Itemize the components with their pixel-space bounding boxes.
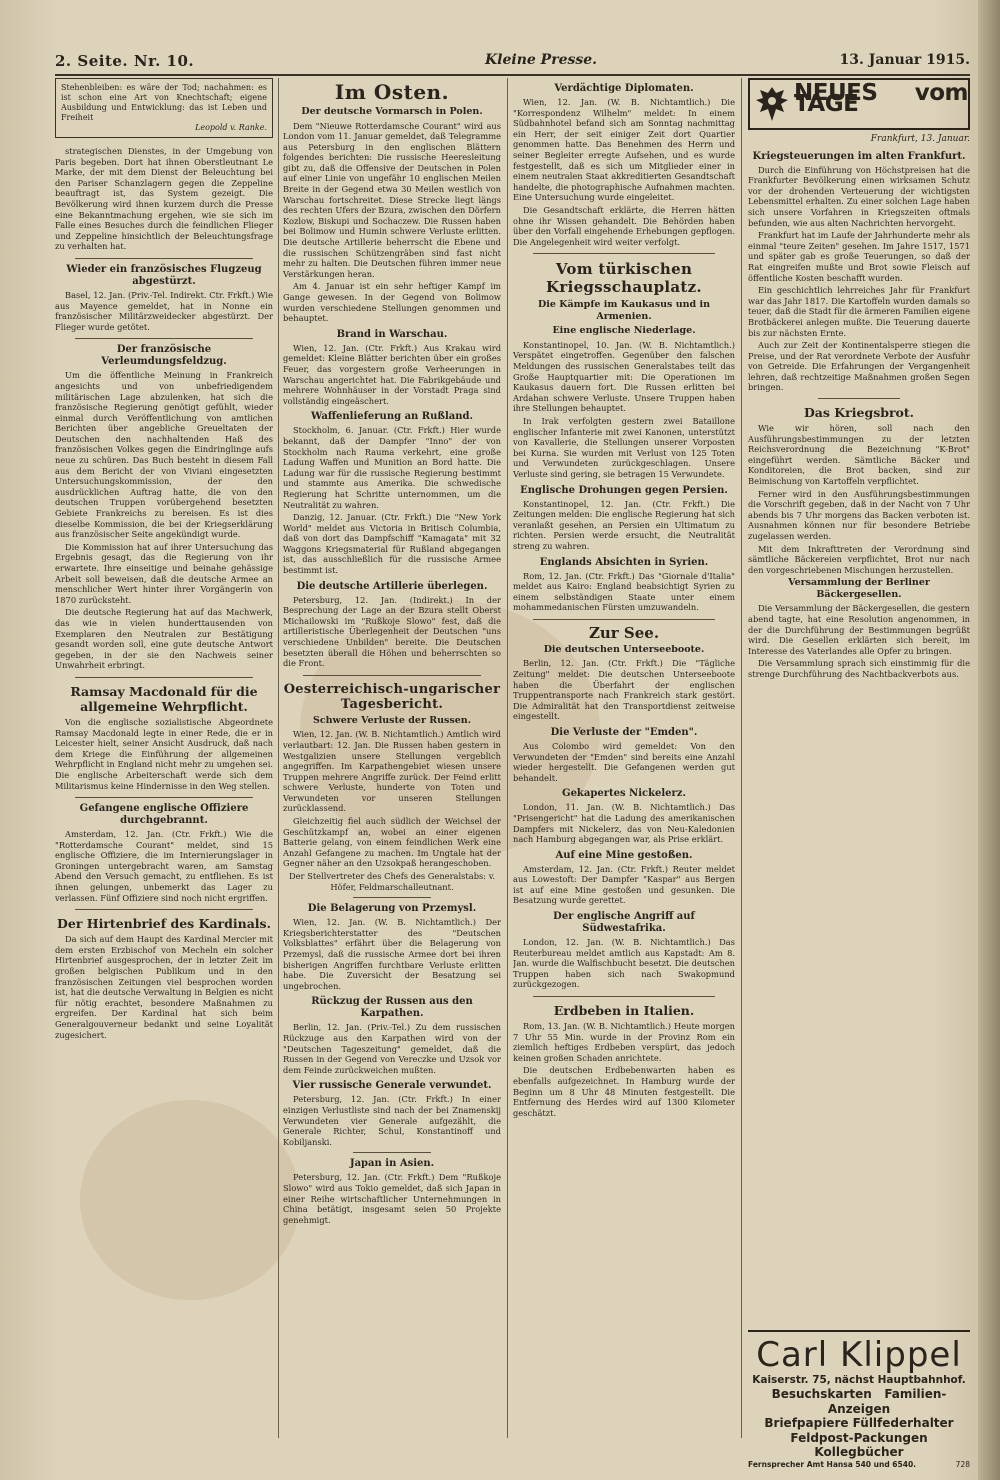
divider	[353, 897, 431, 898]
column-1	[55, 78, 273, 1438]
headline: Verdächtige Diplomaten.	[554, 83, 694, 94]
article-text: Die Versammlung der Bäckergesellen, die gestern abend tagte, hat eine Resolution angenommen, in der die Durchführung der Bestimmungen begrüßt wird. Die Gesellen erklärten sich bereit, im Interesse des Vaterlandes alle Opfer zu bringen.	[748, 603, 970, 656]
headline: Englands Absichten in Syrien.	[539, 556, 709, 568]
article-text: Die deutschen Erdbebenwarten haben es ebenfalls aufgezeichnet. In Hamburg wurde der Beginn um 8 Uhr 48 Minuten festgestellt. Die Entfernung des Herdes wird auf 1300 Kilometer geschätzt.	[513, 1065, 735, 1118]
article-text: Da sich auf dem Haupt des Kardinal Mercier mit dem ersten Erzbischof von Mecheln ein solcher Hirtenbrief ausgesprochen, der in letzter Zeit im großen belgischen Publikum und in den französischen Zeitungen viel besprochen worden ist, hat die deutsche Verwaltung in Belgien es nicht für nötig erachtet, besondere Maßnahmen zu ergreifen. Der Kardinal hat sich beim Generalgouverneur bedankt und seine Loyalität zugesichert.	[55, 934, 273, 1040]
headline: Oesterreichisch-ungarischer Tagesbericht.	[283, 681, 501, 712]
ad-code: 728	[955, 1459, 970, 1469]
ad-company-name: Carl Klippel	[756, 1335, 962, 1375]
article-text: Wien, 12. Jan. (W. B. Nichtamtlich.) Die "Korrespondenz Wilhelm" meldet: In einem Südbahnhotel befand sich am Sonntag nachmittag ein Herr, der seit einiger Zeit dort Quartier genommen hatte. Das Benehmen des Herrn und seiner Begleiter erregte Aufsehen, und es wurde festgestellt, daß es sich um Mitglieder einer in einem neutralen Staat akkreditierten Gesandtschaft handelte, die photographische Aufnahmen machten. Eine Untersuchung wurde eingeleitet.	[513, 97, 735, 203]
article-text: Wien, 12. Jan. (W. B. Nichtamtlich.) Der Kriegsberichterstatter des "Deutschen Volksblattes" erfährt über die Belagerung von Przemysl, daß die russische Armee dort bei ihren bisherigen Angriffen furchtbare Verluste erlitten habe. Die Zuversicht der Besatzung sei ungebrochen.	[283, 917, 501, 991]
headline: Erdbeben in Italien.	[553, 1003, 695, 1019]
paper-title: Kleine Presse.	[485, 52, 598, 68]
article-text: London, 12. Jan. (W. B. Nichtamtlich.) Das Reuterbureau meldet amtlich aus Kapstadt: Am 8. Jan. wurde die Walfischbucht besetzt. Die deutschen Truppen haben sich nach Swakopmund zurückgezogen.	[513, 937, 735, 990]
ad-line: Feldpost-Packungen Kollegbücher	[790, 1430, 928, 1459]
article-text: Wie wir hören, soll nach den Ausführungsbestimmungen zu der letzten Reichsverordnung die Bezeichnung "K-Brot" eingeführt werden. Sämtliche Bäcker und Konditoreien, die Brot backen, sind zur Beimischung von Kartoffeln verpflichtet.	[748, 423, 970, 487]
article-text: Dem "Nieuwe Rotterdamsche Courant" wird aus London vom 11. Januar gemeldet, daß Telegramme aus Petersburg in den englischen Blättern folgendes berichten: Die russische Heeresleitung gibt zu, daß die Offensive der Deutschen in Polen auf einer Linie von ungefähr 10 englischen Meilen Breite in der Gegend etwa 30 Meilen westlich von Warschau fortschreitet. Diese Strecke liegt längs des rechten Ufers der Bzura, zwischen den Dörfern Kozlow, Biskupi und Sochaczew. Die Russen haben bei Bolimow und Humin schwere Verluste erlitten. Die deutsche Artillerie beherrscht die Ebene und die russischen Schützengräben sind fast nicht mehr zu halten. Die Deutschen führen immer neue Verstärkungen heran.	[283, 120, 501, 279]
ad-line: Briefpapiere Füllfederhalter	[764, 1416, 954, 1430]
quote-author: Leopold v. Ranke.	[195, 123, 267, 132]
article-text: Um die öffentliche Meinung in Frankreich angesichts und von unbefriedigendem militärischen Lage abzulenken, hat sich die französische Regierung genötigt gefühlt, wieder einmal durch Veröffentlichung von amtlichen Berichten über angebliche Greueltaten der Deutschen den nachhaltenden Haß des französischen Volkes gegen die Eindringlinge aufs neue zu schüren. Das Buch besteht in diesem Fall aus dem Bericht der von Viviani eingesetzten Untersuchungskommission, der den ausdrücklichen Auftrag hatte, die von den deutschen Truppen vorübergehend besetzten Gebiete Frankreichs zu bereisen. Es ist dies dieselbe Kommission, die bei der Kriegserklärung aus französischer Seite angekündigt wurde.	[55, 370, 273, 540]
article-text: Danzig, 12. Januar. (Ctr. Frkft.) Die "New York World" meldet aus Victoria in Britisch Columbia, daß von dort das Dampfschiff "Kamagata" mit 32 Waggons Kriegsmaterial für Rußland abgegangen ist, das ausschließlich für die russische Armee bestimmt ist.	[283, 512, 501, 576]
article-text: strategischen Dienstes, in der Umgebung von Paris begeben. Dort hat ihnen Oberstleutnant Le Marke, der mit dem Dienst der Beleuchtung bei den Pariser Schanzlagern gegen die Zeppeline beauftragt ist, das System gezeigt. Die Bevölkerung wird ihnen kurzem durch die Presse eine Bekanntmachung ergehen, wie sie sich im Falle eines Besuches durch die feindlichen Flieger und Zeppeline hinsichtlich der Beleuchtungsfrage zu verhalten hat.	[55, 146, 273, 252]
divider	[818, 398, 900, 399]
ad-phone-text: Fernsprecher Amt Hansa 540 und 6540.	[748, 1459, 917, 1469]
divider	[533, 996, 715, 997]
article-text: Amsterdam, 12. Jan. (Ctr. Frkft.) Wie die "Rotterdamsche Courant" meldet, sind 15 englische Offiziere, die im Internierungslager in Groningen untergebracht waren, am Samstag Abend den Versuch gemacht, zu entfliehen. Es ist ihnen gelungen, unbemerkt das Lager zu verlassen. Fünf Offiziere sind noch nicht ergriffen.	[55, 829, 273, 903]
headline: Die Belagerung von Przemysl.	[307, 903, 477, 915]
headline: Der französische Verleumdungsfeldzug.	[101, 344, 227, 368]
article-text: Basel, 12. Jan. (Priv.-Tel. Indirekt. Ctr. Frkft.) Wie aus Mayence gemeldet, hat in Nonne ein französischer Militärzweidecker abgestürzt. Der Flieger wurde getötet.	[55, 289, 273, 332]
divider	[75, 677, 253, 678]
page-header	[55, 52, 970, 76]
page-number: 2. Seite. Nr. 10.	[55, 52, 195, 70]
headline: Ramsay Macdonald für die allgemeine Wehrpflicht.	[70, 683, 258, 714]
ad-item: Familien-Anzeigen	[827, 1387, 947, 1416]
article-text: Frankfurt hat im Laufe der Jahrhunderte mehr als einmal "teure Zeiten" gesehen. Im Jahre 1517, 1571 und später gab es große Teuerungen, so daß der Rat eingreifen mußte und Brot sowie Fleisch auf öffentliche Kosten beschafft wurden.	[748, 230, 970, 283]
article-text: Petersburg, 12. Jan. (Ctr. Frkft.) Dem "Rußkoje Slowo" wird aus Tokio gemeldet, daß sich Japan in einer Reihe wirtschaftlicher Unternehmungen in China betätigt, insgesamt seien 50 Projekte genehmigt.	[283, 1172, 501, 1225]
article-text: Mit dem Inkrafttreten der Verordnung sind sämtliche Bäckereien verpflichtet, Brot nur nach den vorgeschriebenen Mischungen herzustellen.	[748, 543, 970, 575]
headline: Die deutsche Artillerie überlegen.	[296, 580, 488, 592]
article-text: Rom, 13. Jan. (W. B. Nichtamtlich.) Heute morgen 7 Uhr 55 Min. wurde in der Provinz Rom ein ziemlich heftiges Erdbeben verspürt, das jedoch keinen großen Schaden anrichtete.	[513, 1021, 735, 1063]
divider	[353, 1152, 431, 1153]
headline: Der englische Angriff auf Südwestafrika.	[553, 911, 695, 935]
article-text: Gleichzeitig fiel auch südlich der Weichsel der Geschützkampf an, wobei an einer eigenen Batterie gelang, von einem feindlichen Werk eine Anzahl Gefangene zu machen. Im Ungtale hat der Gegner näher an den Uzsokpaß herangeschoben.	[283, 816, 501, 869]
article-text: Ferner wird in den Ausführungsbestimmungen die Vorschrift gegeben, daß in der Nacht von 7 Uhr abends bis 7 Uhr morgens das Backen verboten ist. Ausnahmen können nur für besondere Betriebe zugelassen werden.	[748, 488, 970, 541]
advertisement	[748, 1330, 970, 1469]
subheadline: Die deutschen Unterseeboote.	[543, 643, 705, 655]
article-text: Die Gesandtschaft erklärte, die Herren hätten ohne ihr Wissen gehandelt. Die Behörden haben über den Vorfall eingehende Erhebungen gepflogen. Die Angelegenheit wird weiter verfolgt.	[513, 204, 735, 247]
headline: Japan in Asien.	[349, 1158, 435, 1170]
masthead-title: NEUES vom TAGE	[794, 80, 968, 117]
divider	[303, 675, 481, 676]
subheadline: Die Kämpfe im Kaukasus und in Armenien.	[538, 299, 710, 322]
headline: Gekapertes Nickelerz.	[562, 788, 686, 800]
article-text: Die Versammlung sprach sich einstimmig für die strenge Durchführung des Nachtbackverbots aus.	[748, 658, 970, 679]
headline: Rückzug der Russen aus den Karpathen.	[311, 996, 473, 1020]
headline: Kriegsteuerungen im alten Frankfurt.	[752, 150, 966, 162]
headline: Wieder ein französisches Flugzeug abgestürzt.	[66, 263, 262, 287]
divider	[75, 909, 253, 910]
headline: Waffenlieferung an Rußland.	[310, 411, 474, 423]
article-text: Auch zur Zeit der Kontinentalsperre stiegen die Preise, und der Rat verordnete Verbote der Ausfuhr von Getreide. Die Erfahrungen der Vergangenheit lehren, daß rechtzeitige Maßnahmen großen Segen bringen.	[748, 340, 970, 393]
divider	[75, 338, 253, 339]
headline: Vier russische Generale verwundet.	[292, 1080, 492, 1092]
column-rule	[507, 78, 508, 1438]
subheadline: Der deutsche Vormarsch in Polen.	[301, 106, 483, 117]
eagle-crest-icon	[754, 84, 790, 124]
page-edge	[978, 0, 1000, 1480]
divider	[533, 253, 715, 254]
section-headline: Im Osten.	[334, 80, 450, 104]
article-text: Aus Colombo wird gemeldet: Von den Verwundeten der "Emden" sind bereits eine Anzahl wieder hergestellt. Die Gefangenen werden gut behandelt.	[513, 740, 735, 783]
subheadline: Schwere Verluste der Russen.	[312, 714, 472, 726]
column-2	[283, 78, 501, 1438]
headline: Gefangene englische Offiziere durchgebrannt.	[79, 803, 249, 827]
headline: Brand in Warschau.	[336, 328, 448, 340]
column-rule	[741, 78, 742, 1438]
article-text: Petersburg, 12. Jan. (Ctr. Frkft.) In einer einzigen Verlustliste sind nach der bei Znamenskij Verwundeten vier Generale aufgezählt, die Generale Richter, Schul, Konstantinoff und Kobiljanski.	[283, 1094, 501, 1147]
issue-date: 13. Januar 1915.	[839, 52, 970, 68]
divider	[75, 797, 253, 798]
article-text: Die deutsche Regierung hat auf das Machwerk, das wie in vielen hunderttausenden von Exemplaren den Neutralen zur Bestätigung gesandt worden soll, eine gute deutsche Antwort gegeben, in der sie den Nachweis seiner Unwahrheit erbringt.	[55, 607, 273, 671]
article-text: Konstantinopel, 10. Jan. (W. B. Nichtamtlich.) Verspätet eingetroffen. Gegenüber den falschen Meldungen des russischen Generalstabes teilt das Große Hauptquartier mit: Die Operationen im Kaukasus dauern fort. Die Russen erlitten bei Ardahan schwere Verluste. Unsere Truppen haben ihre Stellungen behauptet.	[513, 339, 735, 414]
quote-box	[55, 78, 273, 138]
section-headline: Vom türkischen Kriegsschauplatz.	[546, 260, 702, 297]
article-text: Die Kommission hat auf ihrer Untersuchung das Ergebnis gesagt, das die Regierung von ihr erwartete. Ihre einseitige und beinahe gehässige Arbeit soll beweisen, daß die deutsche Armee an menschlicher Wert hinter ihrer Vorgängerin von 1870 zurücksteht.	[55, 541, 273, 605]
column-3	[513, 78, 735, 1438]
subheadline: Eine englische Niederlage.	[552, 325, 696, 337]
ad-telephone	[748, 1460, 970, 1470]
article-text: Ein geschichtlich lehrreiches Jahr für Frankfurt war das Jahr 1817. Die Kartoffeln wurden damals so teuer, daß die Stadt für die ärmeren Familien eigene Brotbäckerei anlegen mußte. Die Teuerung dauerte bis zur nächsten Ernte.	[748, 285, 970, 338]
column-rule	[278, 78, 279, 1438]
section-headline: Zur See.	[588, 623, 660, 642]
article-text: Am 4. Januar ist ein sehr heftiger Kampf im Gange gewesen. In der Gegend von Bolimow wurden verschiedene Stellungen genommen und behauptet.	[283, 281, 501, 324]
headline: Der Hirtenbrief des Kardinals.	[57, 916, 271, 932]
dateline: Frankfurt, 13. Januar.	[870, 134, 970, 144]
headline: Die Verluste der "Emden".	[550, 726, 698, 738]
ad-item: Besuchskarten	[771, 1387, 872, 1401]
ad-line	[748, 1387, 970, 1416]
headline: Englische Drohungen gegen Persien.	[520, 484, 728, 496]
subheadline: Versammlung der Berliner Bäckergesellen.	[788, 577, 930, 600]
article-text: Durch die Einführung von Höchstpreisen hat die Frankfurter Bevölkerung einen wirksamen Schutz vor der drohenden Verteuerung der wichtigsten Lebensmittel erhalten. Zu einer solchen Lage haben sich unsere Vorfahren in Kriegszeiten oftmals befunden, wie aus alten Nachrichten hervorgeht.	[748, 164, 970, 228]
section-masthead	[748, 78, 970, 130]
article-text: Wien, 12. Jan. (W. B. Nichtamtlich.) Amtlich wird verlautbart: 12. Jan. Die Russen haben gestern in Westgalizien unsere Stellungen vergeblich angegriffen. Im Karpathengebiet wiesen unsere Truppen mehrere Angriffe zurück. Der Feind erlitt schwere Verluste, hunderte von Toten und Verwundeten vor unseren Stellungen zurücklassend.	[283, 729, 501, 814]
article-text: Stockholm, 6. Januar. (Ctr. Frkft.) Hier wurde bekannt, daß der Dampfer "Inno" der von Stockholm nach Rauma verkehrt, eine große Ladung Waffen und Munition an Bord hatte. Die Ladung war für die russische Regierung bestimmt und stammte aus Amerika. Die schwedische Regierung hat Schritte unternommen, um die Neutralität zu wahren.	[283, 425, 501, 510]
article-text: London, 11. Jan. (W. B. Nichtamtlich.) Das "Prisengericht" hat die Ladung des amerikanischen Dampfers mit Nickelerz, das von Neu-Kaledonien nach Hamburg abgegangen war, als Prise erklärt.	[513, 802, 735, 845]
article-text: Berlin, 12. Jan. (Priv.-Tel.) Zu dem russischen Rückzuge aus den Karpathen wird von der "Deutschen Tageszeitung" gemeldet, daß die Russen in der Gegend von Vereczke und Uzsok vor dem Feinde zurückweichen mußten.	[283, 1022, 501, 1075]
headline: Das Kriegsbrot.	[803, 405, 915, 421]
divider	[533, 619, 715, 620]
article-text: In Irak verfolgten gestern zwei Bataillone englischer Infanterie mit zwei Kanonen, unterstützt von Kavallerie, die Stellungen unserer Vorposten bei Kurna. Sie wurden mit Verlust von 125 Toten und Verwundeten zurückgeschlagen. Unsere Verluste sind gering, sie betragen 15 Verwundete.	[513, 415, 735, 479]
article-text: Petersburg, 12. Jan. (Indirekt.) In der Besprechung der Lage an der Bzura stellt Oberst Michailowski im "Rußkoje Slowo" fest, daß die artilleristische Überlegenheit der Deutschen "uns verschiedene Unbilden" bereite. Die Deutschen besetzten überall die Höhen und beherrschten so die Front.	[283, 594, 501, 669]
divider	[75, 258, 253, 259]
article-text: Amsterdam, 12. Jan. (Ctr. Frkft.) Reuter meldet aus Lowestoft: Der Dampfer "Kaspar" aus Bergen ist auf eine Mine gestoßen und gesunken. Die Besatzung wurde gerettet.	[513, 863, 735, 906]
article-text: Wien, 12. Jan. (Ctr. Frkft.) Aus Krakau wird gemeldet: Kleine Blätter berichten über ein großes Feuer, das vorgestern große Verheerungen in Warschau angerichtet hat. Die Fabrikgebäude und mehrere Wohnhäuser in der Vorstadt Praga sind vollständig eingeäschert.	[283, 342, 501, 406]
quote-text: Stehenbleiben: es wäre der Tod; nachahmen: es ist schon eine Art von Knechtschaft; eigene Ausbildung und Entwicklung: das ist Leben und Freiheit	[61, 83, 267, 122]
ad-address: Kaiserstr. 75, nächst Hauptbahnhof.	[752, 1374, 966, 1386]
article-text: Von die englische sozialistische Abgeordnete Ramsay Macdonald legte in einer Rede, die er in Leicester hielt, seiner Ansicht Ausdruck, daß nach dem Kriege die Einführung der allgemeinen Wehrpflicht in England nicht mehr zu umgehen sei. Die englische Arbeiterschaft werde sich dem Militarismus keine Hindernisse in den Weg stellen.	[55, 716, 273, 791]
article-text: Rom, 12. Jan. (Ctr. Frkft.) Das "Giornale d'Italia" meldet aus Kairo: England beabsichtigt Syrien zu einem selbständigen Staate unter einem mohammedanischen Fürsten umzuwandeln.	[513, 570, 735, 613]
article-text: Berlin, 12. Jan. (Ctr. Frkft.) Die "Tägliche Zeitung" meldet: Die deutschen Unterseeboote haben die Überfahrt der englischen Truppentransporte nach Frankreich stark gestört. Die Admiralität hat den Transportdienst zeitweise eingestellt.	[513, 658, 735, 722]
article-text: Konstantinopel, 12. Jan. (Ctr. Frkft.) Die Zeitungen melden: Die englische Regierung hat sich veranlaßt gesehen, an Persien ein Ultimatum zu richten. Persien werde ersucht, die Neutralität streng zu wahren.	[513, 498, 735, 551]
headline: Auf eine Mine gestoßen.	[555, 849, 693, 861]
signature: Der Stellvertreter des Chefs des Generalstabs: v. Höfer, Feldmarschalleutnant.	[288, 871, 496, 892]
column-4	[748, 78, 970, 1323]
